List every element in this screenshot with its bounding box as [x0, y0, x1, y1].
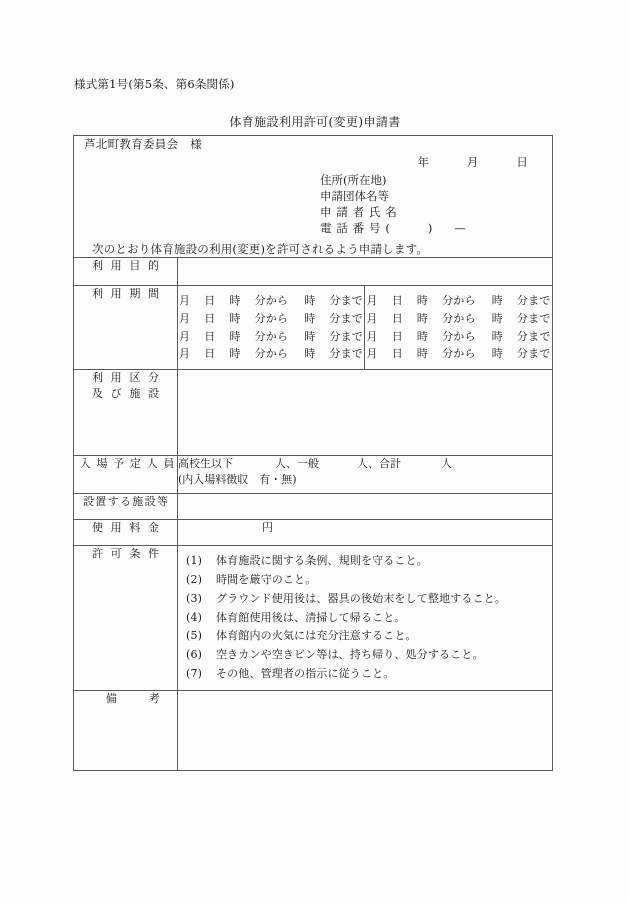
period-entry-row-left-3[interactable]	[178, 328, 364, 346]
period-minute-from-label: 分から	[254, 347, 289, 361]
period-day-label: 日	[391, 347, 403, 361]
condition-item-2	[186, 571, 544, 590]
phone-open-paren: (	[385, 220, 390, 235]
condition-number: (7)	[186, 667, 203, 681]
label-purpose-text: 利用目的	[91, 259, 167, 273]
date-line	[74, 154, 528, 170]
period-hour-label: 時	[416, 312, 429, 326]
period-minute-from-label: 分から	[254, 312, 289, 326]
period-hour-to-label: 時	[304, 294, 316, 308]
label-installation-text: 設置する施設等	[83, 494, 170, 508]
period-column-left	[178, 286, 365, 368]
period-minute-to-label: 分まで	[329, 329, 364, 343]
condition-text: 体育館使用後は、清掃して帰ること。	[216, 610, 406, 624]
page-title: 体育施設利用許可(変更)申請書	[229, 115, 401, 129]
condition-number: (6)	[186, 648, 203, 662]
label-fee	[74, 519, 178, 545]
condition-text: 体育館内の火気には充分注意すること。	[216, 629, 417, 643]
conditions-list	[186, 546, 544, 690]
period-hour-label: 時	[416, 294, 429, 308]
table-row-installation	[74, 493, 553, 519]
condition-number: (3)	[186, 591, 203, 605]
condition-item-1	[186, 552, 544, 571]
period-minute-to-label: 分まで	[329, 347, 364, 361]
phone-dash: —	[454, 220, 466, 235]
period-column-right	[365, 286, 552, 368]
period-day-label: 日	[204, 294, 216, 308]
condition-text: グラウンド使用後は、器具の後始末をして整地すること。	[216, 591, 506, 605]
period-hour-to-label: 時	[304, 329, 316, 343]
table-row-header	[74, 136, 553, 258]
phone-close-paren: )	[427, 220, 433, 235]
condition-number: (1)	[186, 553, 203, 567]
label-conditions	[74, 545, 178, 690]
period-entry-row-right-3[interactable]	[365, 328, 552, 346]
label-attendance-text: 入場予定人員	[79, 456, 181, 470]
period-month-label: 月	[366, 312, 378, 326]
form-number: 様式第1号(第5条、第6条関係)	[74, 77, 235, 91]
label-installation	[74, 493, 178, 519]
attendance-general-label: 人、一般	[275, 456, 319, 470]
period-minute-from-label: 分から	[442, 347, 476, 361]
period-hour-to-label: 時	[491, 294, 503, 308]
period-entry-row-right-1[interactable]	[365, 292, 552, 310]
period-day-label: 日	[391, 294, 403, 308]
period-month-label: 月	[178, 294, 191, 308]
period-day-label: 日	[391, 312, 403, 326]
period-month-label: 月	[366, 329, 378, 343]
period-day-label: 日	[204, 329, 216, 343]
condition-text: 体育施設に関する条例、規則を守ること。	[216, 553, 428, 567]
period-month-label: 月	[178, 329, 191, 343]
period-month-label: 月	[178, 312, 191, 326]
period-day-label: 日	[204, 312, 216, 326]
table-row-purpose	[74, 258, 553, 286]
period-month-label: 月	[178, 347, 191, 361]
period-day-label: 日	[204, 347, 216, 361]
period-hour-to-label: 時	[491, 312, 503, 326]
period-grid	[178, 286, 552, 368]
period-minute-to-label: 分まで	[516, 329, 551, 343]
period-hour-to-label: 時	[304, 347, 316, 361]
header-block-cell	[74, 136, 553, 258]
period-minute-from-label: 分から	[442, 312, 476, 326]
value-purpose[interactable]	[178, 258, 553, 286]
period-hour-to-label: 時	[491, 347, 503, 361]
period-minute-to-label: 分まで	[329, 294, 364, 308]
period-month-label: 月	[366, 347, 378, 361]
value-period[interactable]	[178, 286, 553, 369]
period-entry-row-left-4[interactable]	[178, 345, 364, 363]
addressee: 芦北町教育委員会 様	[84, 137, 202, 151]
date-day-label: 日	[516, 155, 529, 169]
table-row-period	[74, 286, 553, 369]
attendance-highschool-label: 高校生以下	[178, 456, 233, 470]
value-fee[interactable]	[178, 519, 553, 545]
label-period	[74, 286, 178, 369]
period-entry-row-right-4[interactable]	[365, 345, 552, 363]
table-row-remarks	[74, 691, 553, 771]
period-hour-label: 時	[229, 294, 241, 308]
value-conditions	[178, 545, 553, 690]
date-month-label: 月	[466, 155, 479, 169]
condition-item-7	[186, 665, 544, 684]
applicant-fields	[320, 173, 552, 236]
condition-text: 時間を厳守のこと。	[216, 572, 317, 586]
table-row-attendance	[74, 455, 553, 493]
period-hour-label: 時	[416, 347, 429, 361]
label-fee-text: 使用料金	[91, 520, 167, 534]
closing-statement: 次のとおり体育施設の利用(変更)を許可されるよう申請します。	[92, 242, 429, 257]
label-classification	[74, 369, 178, 455]
condition-text: 空きカンや空きビン等は、持ち帰り、処分すること。	[216, 648, 484, 662]
period-minute-to-label: 分まで	[516, 347, 551, 361]
period-minute-to-label: 分まで	[329, 312, 364, 326]
applicant-organization-label: 申請団体名等	[320, 188, 389, 203]
attendance-total-label: 人、合計	[357, 456, 401, 470]
period-entry-row-right-2[interactable]	[365, 310, 552, 328]
condition-item-6	[186, 646, 544, 665]
period-minute-from-label: 分から	[442, 294, 476, 308]
period-minute-to-label: 分まで	[516, 294, 551, 308]
period-entry-row-left-1[interactable]	[178, 292, 364, 310]
application-form-table	[73, 135, 553, 771]
attendance-unit: 人	[441, 456, 452, 470]
label-period-text: 利用期間	[91, 287, 167, 301]
period-minute-from-label: 分から	[442, 329, 476, 343]
value-classification[interactable]	[178, 369, 553, 455]
label-conditions-text: 許可条件	[91, 546, 167, 560]
period-hour-label: 時	[229, 312, 241, 326]
period-entry-row-left-2[interactable]	[178, 310, 364, 328]
period-hour-label: 時	[229, 329, 241, 343]
fee-amount-line	[178, 520, 552, 537]
period-hour-label: 時	[416, 329, 429, 343]
condition-number: (5)	[186, 629, 203, 643]
table-row-conditions	[74, 545, 553, 690]
condition-item-3	[186, 590, 544, 609]
table-row-classification	[74, 369, 553, 455]
value-installation[interactable]	[178, 493, 553, 519]
value-remarks[interactable]	[178, 691, 553, 771]
period-hour-to-label: 時	[304, 312, 316, 326]
condition-text: その他、管理者の指示に従うこと。	[216, 667, 395, 681]
period-minute-from-label: 分から	[254, 329, 289, 343]
attendance-line-2[interactable]: (内入場料徴収 有・無)	[178, 473, 297, 487]
attendance-line-1	[178, 456, 552, 473]
period-minute-from-label: 分から	[254, 294, 289, 308]
label-classification-line1: 利用区分	[91, 370, 167, 384]
applicant-address-label: 住所(所在地)	[320, 173, 387, 187]
applicant-phone-label: 電話番号( ) —	[320, 220, 466, 235]
condition-item-5	[186, 627, 544, 646]
date-year-label: 年	[417, 155, 430, 169]
period-month-label: 月	[366, 294, 378, 308]
fee-unit: 円	[262, 520, 273, 534]
condition-number: (4)	[186, 610, 203, 624]
period-hour-to-label: 時	[491, 329, 503, 343]
condition-item-4	[186, 609, 544, 628]
period-day-label: 日	[391, 329, 403, 343]
label-remarks-text: 備考	[105, 692, 192, 706]
label-classification-line2: 及び施設	[91, 386, 167, 400]
period-hour-label: 時	[229, 347, 241, 361]
table-row-fee	[74, 519, 553, 545]
condition-number: (2)	[186, 572, 203, 586]
period-minute-to-label: 分まで	[516, 312, 551, 326]
label-purpose	[74, 258, 178, 286]
value-attendance[interactable]	[178, 455, 553, 493]
applicant-name-label: 申請者氏名	[320, 204, 402, 219]
label-attendance	[74, 455, 181, 493]
label-remarks	[74, 691, 192, 771]
